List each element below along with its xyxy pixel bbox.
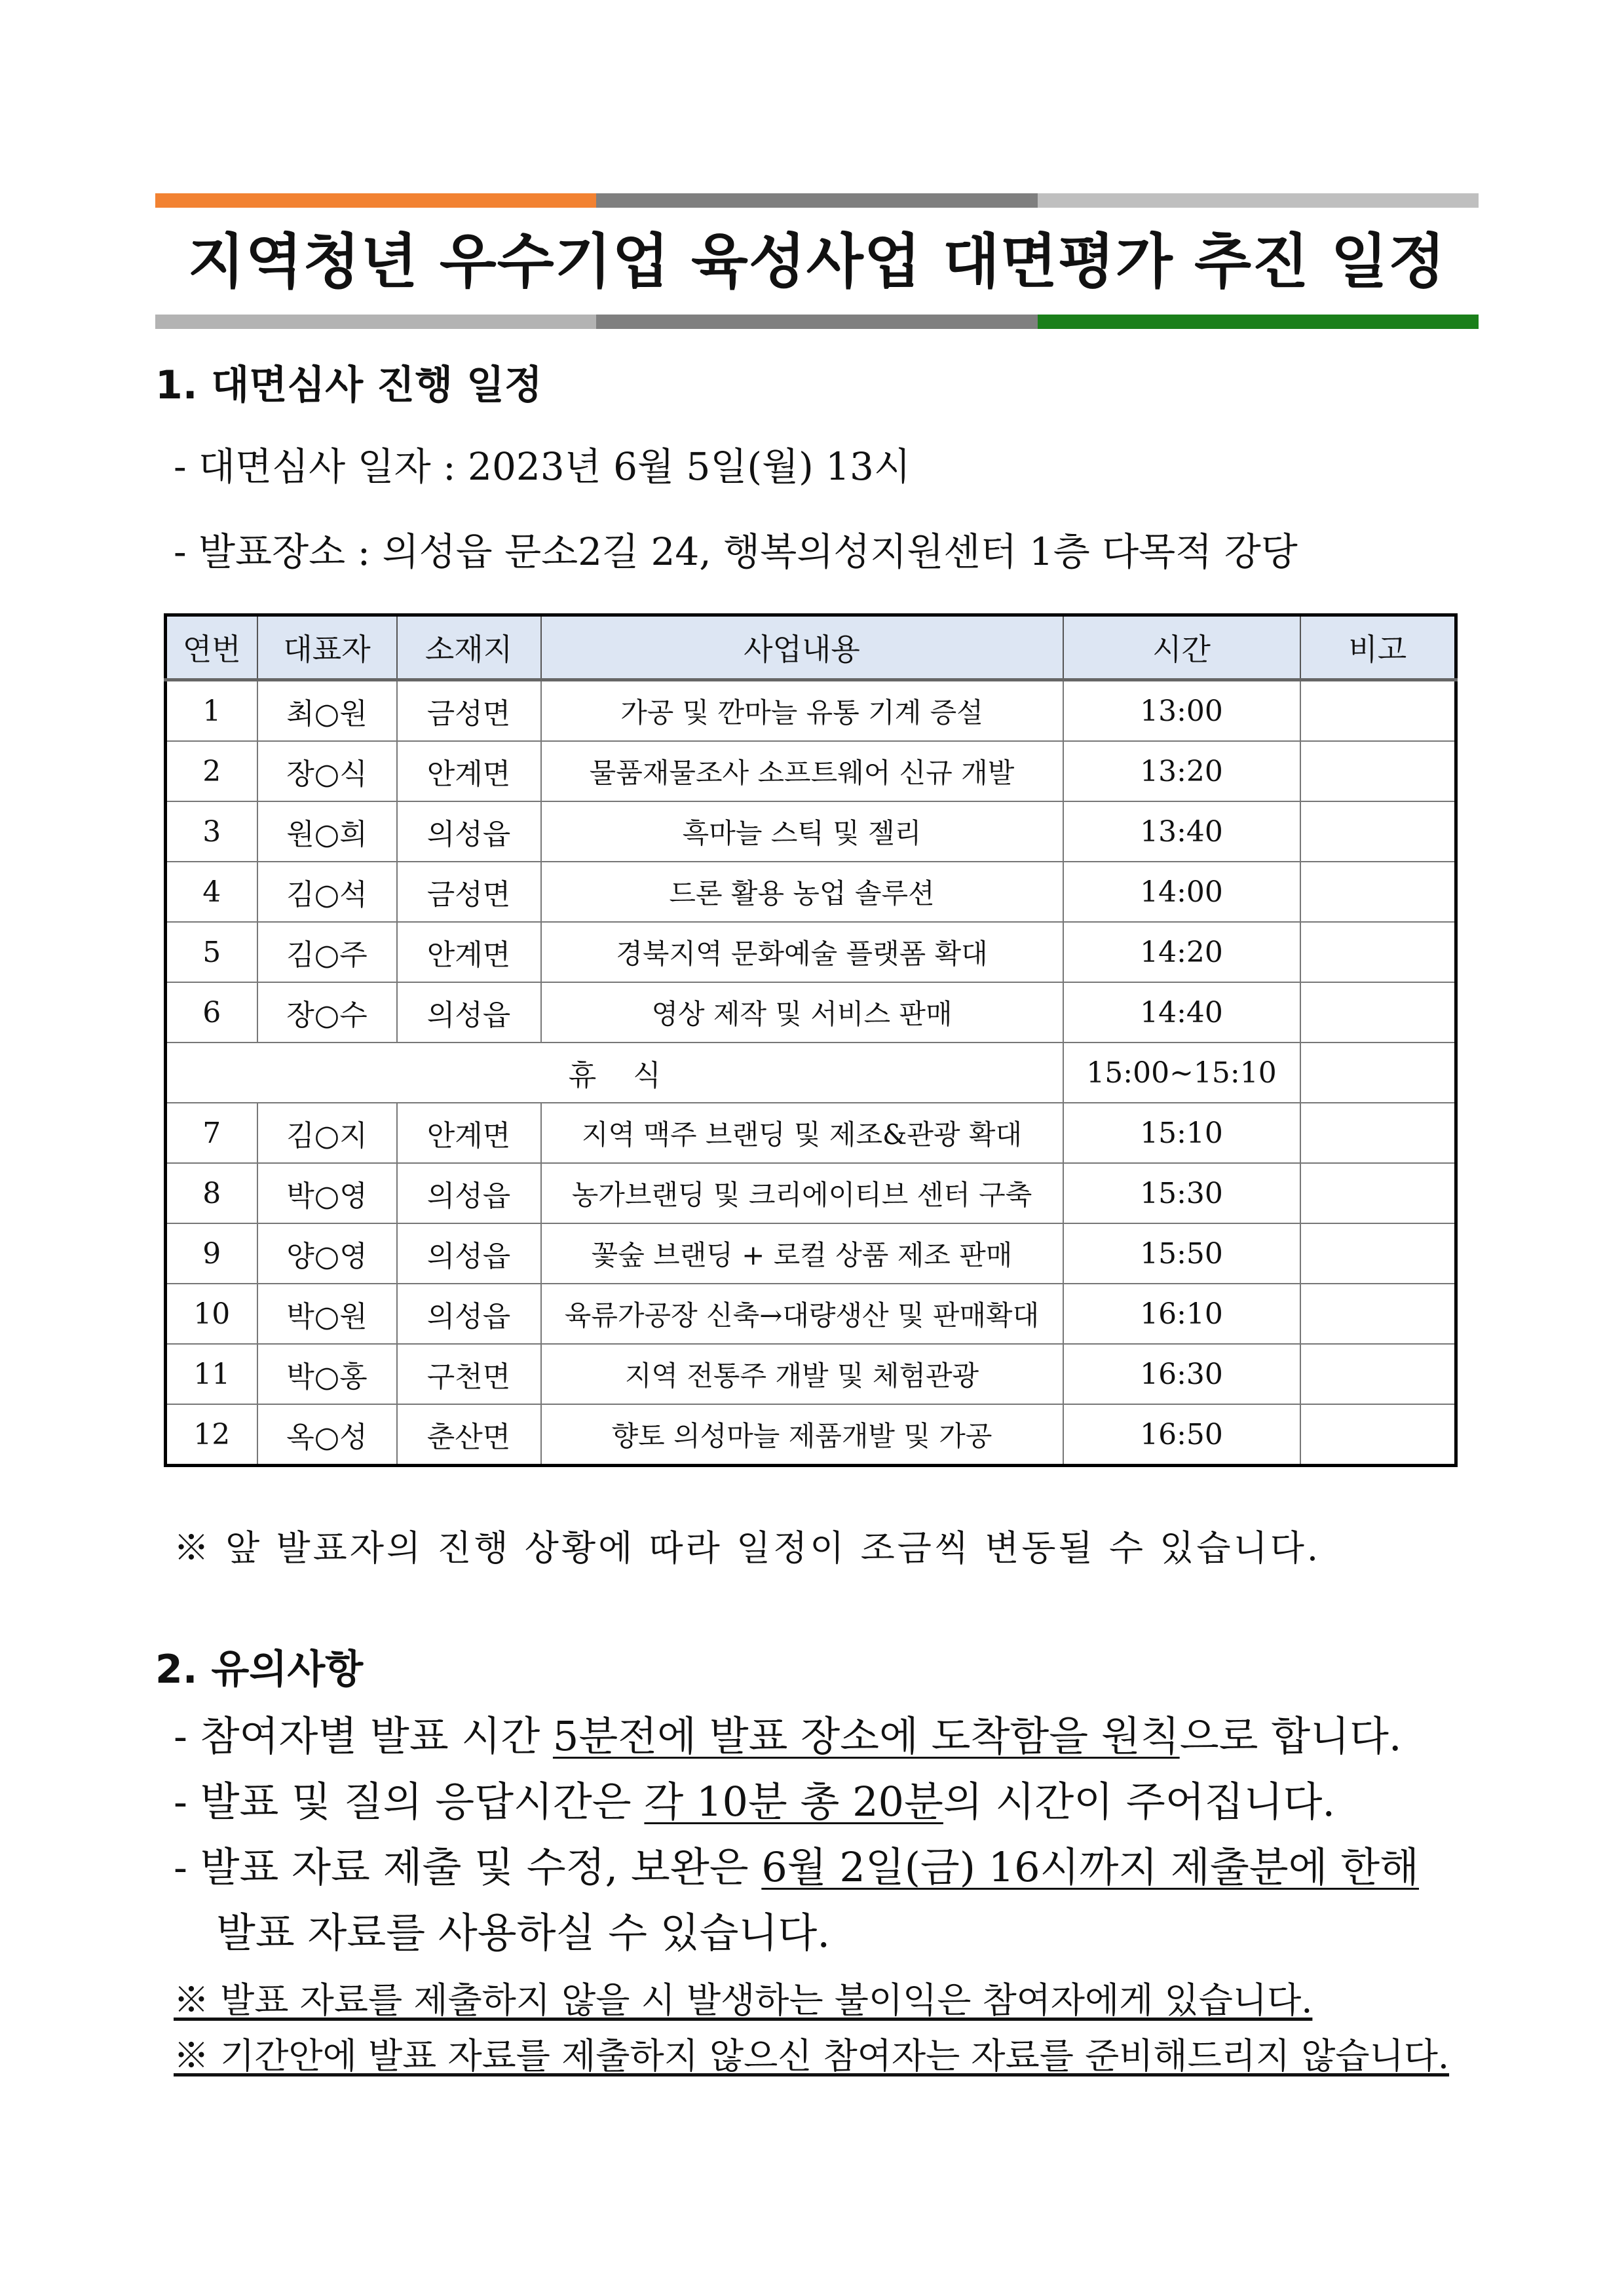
cell-business: 육류가공장 신축→대량생산 및 판매확대 (541, 1284, 1063, 1344)
deadline-note: ※ 기간안에 발표 자료를 제출하지 않으신 참여자는 자료를 준비해드리지 않습니다. (174, 2035, 1450, 2076)
cell-location: 금성면 (397, 680, 541, 742)
table-row (166, 801, 1456, 862)
header-business: 사업내용 (541, 615, 1063, 680)
cell-remarks (1300, 1404, 1456, 1466)
bar-segment-lightgray (155, 315, 596, 329)
cell-no: 5 (166, 922, 257, 982)
notice-submission-cont: 발표 자료를 사용하실 수 있습니다. (216, 1909, 831, 1957)
bar-segment-gray (596, 193, 1037, 208)
bar-segment-lightgray (1038, 193, 1479, 208)
header-representative: 대표자 (257, 615, 397, 680)
notice-submission (174, 1835, 1419, 1893)
cell-time: 16:10 (1063, 1284, 1300, 1344)
cell-location: 금성면 (397, 862, 541, 922)
cell-representative: 박○홍 (257, 1344, 397, 1404)
section2-heading: 2. 유의사항 (155, 1647, 364, 1693)
table-row (166, 862, 1456, 922)
cell-location: 의성읍 (397, 1223, 541, 1284)
notice-arrival (174, 1704, 1402, 1762)
bar-segment-orange (155, 193, 596, 208)
cell-representative: 박○영 (257, 1163, 397, 1223)
cell-no: 1 (166, 680, 257, 742)
header-location: 소재지 (397, 615, 541, 680)
table-row (166, 922, 1456, 982)
cell-remarks (1300, 1163, 1456, 1223)
cell-business: 농가브랜딩 및 크리에이티브 센터 구축 (541, 1163, 1063, 1223)
cell-location: 안계면 (397, 741, 541, 801)
table-row (166, 1344, 1456, 1404)
cell-no: 10 (166, 1284, 257, 1344)
cell-time: 13:20 (1063, 741, 1300, 801)
table-row (166, 1404, 1456, 1466)
review-date-line: - 대면심사 일자 : 2023년 6월 5일(월) 13시 (174, 444, 911, 489)
header-time: 시간 (1063, 615, 1300, 680)
cell-representative: 김○석 (257, 862, 397, 922)
cell-no: 2 (166, 741, 257, 801)
break-time: 15:00~15:10 (1063, 1043, 1300, 1103)
cell-no: 8 (166, 1163, 257, 1223)
cell-no: 9 (166, 1223, 257, 1284)
penalty-note: ※ 발표 자료를 제출하지 않을 시 발생하는 불이익은 참여자에게 있습니다. (174, 1980, 1313, 2021)
page-title: 지역청년 우수기업 육성사업 대면평가 추진 일정 (187, 227, 1446, 296)
notice-duration-underlined: 각 10분 총 20분 (644, 1778, 943, 1826)
cell-remarks (1300, 801, 1456, 862)
notice-duration-post: 의 시간이 주어집니다. (943, 1778, 1336, 1826)
cell-representative: 최○원 (257, 680, 397, 742)
cell-remarks (1300, 1223, 1456, 1284)
table-row (166, 1284, 1456, 1344)
notice-arrival-pre: - 참여자별 발표 시간 (174, 1712, 553, 1760)
table-row (166, 1163, 1456, 1223)
notice-submission-pre: - 발표 자료 제출 및 수정, 보완은 (174, 1843, 762, 1891)
title-top-bar (155, 193, 1479, 208)
cell-remarks (1300, 680, 1456, 742)
cell-business: 경북지역 문화예술 플랫폼 확대 (541, 922, 1063, 982)
cell-business: 영상 제작 및 서비스 판매 (541, 982, 1063, 1043)
cell-time: 13:00 (1063, 680, 1300, 742)
cell-business: 지역 전통주 개발 및 체험관광 (541, 1344, 1063, 1404)
cell-business: 흑마늘 스틱 및 젤리 (541, 801, 1063, 862)
cell-remarks (1300, 1103, 1456, 1163)
section1-heading: 1. 대면심사 진행 일정 (155, 362, 542, 408)
cell-location: 안계면 (397, 1103, 541, 1163)
cell-business: 가공 및 깐마늘 유통 기계 증설 (541, 680, 1063, 742)
cell-time: 13:40 (1063, 801, 1300, 862)
cell-no: 6 (166, 982, 257, 1043)
table-body (166, 680, 1456, 1466)
schedule-table (164, 613, 1458, 1467)
notice-arrival-post: 으로 합니다. (1179, 1712, 1402, 1760)
cell-business: 물품재물조사 소프트웨어 신규 개발 (541, 741, 1063, 801)
cell-representative: 장○수 (257, 982, 397, 1043)
cell-location: 춘산면 (397, 1404, 541, 1466)
cell-location: 구천면 (397, 1344, 541, 1404)
notice-duration (174, 1769, 1335, 1827)
cell-no: 11 (166, 1344, 257, 1404)
cell-remarks (1300, 741, 1456, 801)
cell-representative: 장○식 (257, 741, 397, 801)
cell-time: 15:50 (1063, 1223, 1300, 1284)
table-row (166, 982, 1456, 1043)
cell-remarks (1300, 1043, 1456, 1103)
cell-time: 14:00 (1063, 862, 1300, 922)
schedule-note: ※ 앞 발표자의 진행 상황에 따라 일정이 조금씩 변동될 수 있습니다. (174, 1527, 1321, 1569)
cell-representative: 박○원 (257, 1284, 397, 1344)
cell-no: 3 (166, 801, 257, 862)
cell-remarks (1300, 1344, 1456, 1404)
cell-remarks (1300, 1284, 1456, 1344)
cell-representative: 원○희 (257, 801, 397, 862)
notice-arrival-underlined: 5분전에 발표 장소에 도착함을 원칙 (552, 1712, 1180, 1760)
cell-representative: 김○지 (257, 1103, 397, 1163)
table-row (166, 1103, 1456, 1163)
cell-representative: 옥○성 (257, 1404, 397, 1466)
cell-location: 의성읍 (397, 1163, 541, 1223)
cell-time: 15:30 (1063, 1163, 1300, 1223)
cell-remarks (1300, 982, 1456, 1043)
cell-time: 16:50 (1063, 1404, 1300, 1466)
table-row (166, 680, 1456, 742)
cell-no: 4 (166, 862, 257, 922)
notice-submission-underlined: 6월 2일(금) 16시까지 제출분에 한해 (761, 1843, 1420, 1891)
cell-location: 의성읍 (397, 1284, 541, 1344)
cell-no: 12 (166, 1404, 257, 1466)
cell-business: 지역 맥주 브랜딩 및 제조&관광 확대 (541, 1103, 1063, 1163)
cell-location: 의성읍 (397, 982, 541, 1043)
bar-segment-green (1038, 315, 1479, 329)
cell-location: 의성읍 (397, 801, 541, 862)
cell-business: 꽃숲 브랜딩 + 로컬 상품 제조 판매 (541, 1223, 1063, 1284)
table-row (166, 741, 1456, 801)
cell-no: 7 (166, 1103, 257, 1163)
cell-time: 15:10 (1063, 1103, 1300, 1163)
table-row (166, 1223, 1456, 1284)
cell-location: 안계면 (397, 922, 541, 982)
cell-representative: 양○영 (257, 1223, 397, 1284)
break-label: 휴 식 (166, 1043, 1063, 1103)
cell-time: 16:30 (1063, 1344, 1300, 1404)
cell-business: 드론 활용 농업 솔루션 (541, 862, 1063, 922)
notice-duration-pre: - 발표 및 질의 응답시간은 (174, 1778, 645, 1826)
cell-time: 14:20 (1063, 922, 1300, 982)
header-remarks: 비고 (1300, 615, 1456, 680)
cell-representative: 김○주 (257, 922, 397, 982)
cell-remarks (1300, 922, 1456, 982)
cell-remarks (1300, 862, 1456, 922)
break-row (166, 1043, 1456, 1103)
table-header-row (166, 615, 1456, 680)
cell-business: 향토 의성마늘 제품개발 및 가공 (541, 1404, 1063, 1466)
bar-segment-gray (596, 315, 1037, 329)
cell-time: 14:40 (1063, 982, 1300, 1043)
venue-line: - 발표장소 : 의성읍 문소2길 24, 행복의성지원센터 1층 다목적 강당 (174, 529, 1298, 574)
header-no: 연번 (166, 615, 257, 680)
title-bottom-bar (155, 315, 1479, 329)
